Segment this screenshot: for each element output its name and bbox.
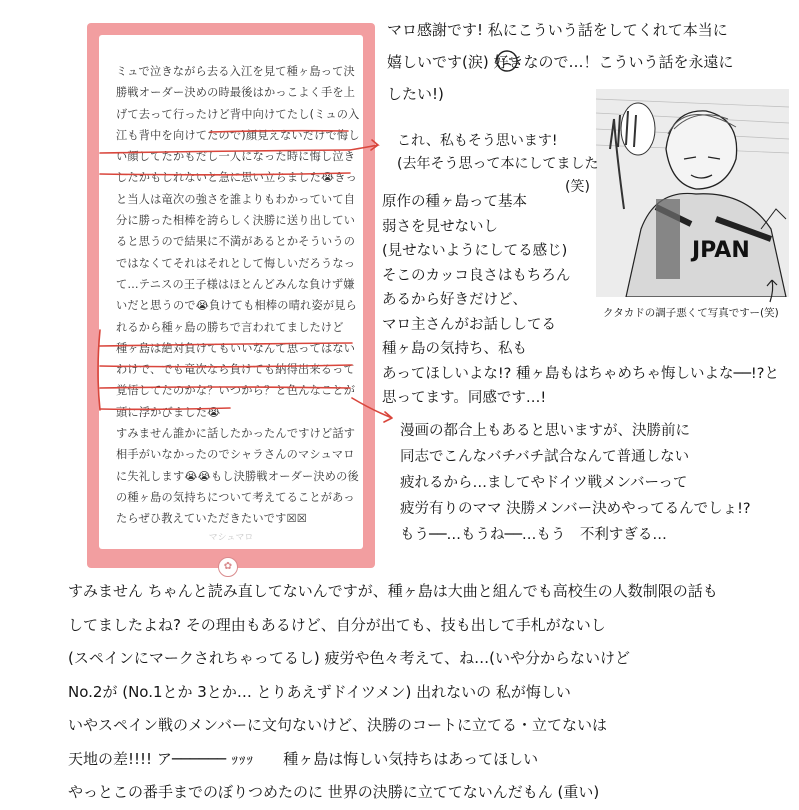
note-line: 思ってます。同感です…! [382,390,547,406]
message-line: 覚悟してたのかな？いつから？と色んなことが [116,384,356,398]
note-bottom-thoughts [68,575,718,810]
note-line: (スペインにマークされちゃってるし) 疲労や色々考えて、ね…(いや分からないけど [68,649,631,667]
message-line: すみません誰かに話したかったんですけど話す [116,427,356,441]
message-line: れるから種ヶ島の勝ちで言われてましたけど [116,320,344,334]
note-line: 弱さを見せないし [382,218,498,235]
note-line: いやスペイン戦のメンバーに文句ないけど、決勝のコートに立てる・立てないは [68,716,607,734]
message-line: したかもしれないと急に思い立ちました😭きっ [116,171,358,185]
message-line: 相手がいなかったのでシャラさんのマシュマロ [116,448,355,462]
message-line: 頭に浮かびました😭 [116,405,221,419]
shirt-text: JPAN [692,238,750,263]
message-line: 分に勝った相棒を誇らしく決勝に送り出してい [116,214,356,228]
manga-caption: クタカドの調子悪くて写真ですー(笑) [603,307,779,319]
note-line: したい!) [387,85,444,103]
note-line: 天地の差!!!! ア────── ｯｯｯ 種ヶ島は悔しい気持ちはあってほしい [68,749,539,768]
note-line: (去年そう思って本にしてました [397,156,599,172]
message-line: い顔してたかもだし一人になった時に悔し泣き [116,150,356,164]
message-line: 勝戦オーダー決めの時最後はかっこよく手を上 [116,86,356,100]
note-line: してましたよね? その理由もあるけど、自分が出ても、技も出して手札がないし [68,615,606,634]
message-line: に失礼します😭😭もし決勝戦オーダー決めの後 [116,469,359,483]
note-line: 原作の種ヶ島って基本 [382,194,527,210]
message-line: げて去って行ったけど背中向けてたし(ミュの入 [116,107,360,121]
note-line: 嬉しいです(涙) 好きなので…！こういう話を永遠に [387,53,734,71]
message-line: 江も背中を向けてたので)顔見えないだけで悔し [116,128,360,142]
note-line: もう──…もうね──…もう 不利すぎる… [400,527,667,543]
marshmallow-brand: マシュマロ [208,533,254,543]
note-line: すみません ちゃんと読み直してないんですが、種ヶ島は大曲と組んでも高校生の人数制限の話も [68,582,718,600]
note-line: あってほしいよな!? 種ヶ島もはちゃめちゃ悔しいよな──!?と [382,365,779,382]
note-line: 種ヶ島の気持ち、私も [382,341,527,357]
note-line: これ、私もそう思います! [397,133,558,149]
marshmallow-card-body [99,35,363,549]
note-manga-circumstances [400,418,751,548]
note-character-feelings [382,190,779,411]
marshmallow-logo-icon: ✿ [218,557,238,577]
note-line: (見せないようにしてる感じ) [382,243,568,259]
message-line: わけで、でも竜次なら負けても納得出来るって [116,363,355,377]
message-line: ると思うので結果に不満があるとかそういうの [116,235,356,249]
note-line: マロ感謝です! 私にこういう話をしてくれて本当に [387,21,728,39]
message-line: て…テニスの王子様はほとんどみんな負けず嫌 [116,277,355,291]
note-line: 漫画の都合上もあると思いますが、決勝前に [400,423,690,439]
message-line: たらぜひ教えていただきたいです☒☒ [116,512,307,526]
message-line: ミュで泣きながら去る入江を見て種ヶ島って決 [116,65,355,78]
note-line: あるから好きだけど、 [382,292,527,308]
note-line: 疲れるから…ましてやドイツ戦メンバーって [400,475,688,491]
note-agree [397,130,598,199]
message-line: と当人は竜次の強さを誰よりもわかっていて自 [116,192,356,206]
note-line: 同志でこんなバチバチ試合なんて普通しない [400,449,690,465]
marshmallow-card [87,23,375,572]
message-line: いだと思うので😭負けても相棒の晴れ姿が見ら [116,299,358,313]
note-line: そこのカッコ良さはもちろん [382,267,571,284]
note-line: やっとこの番手までのぼりつめたのに 世界の決勝に立ててないんだもん (重い) [68,783,600,801]
message-line: ではなくてそれはそれとして悔しいだろうなっ [116,256,356,270]
note-line: (笑) [397,179,590,195]
note-line: No.2が (No.1とか 3とか… とりあえずドイツメン) 出れないの 私が悔しい [68,682,571,701]
note-line: マロ主さんがお話ししてる [382,316,556,333]
message-line: の種ヶ島の気持ちについて考えてることがあっ [116,490,355,504]
note-line: 疲労有りのママ 決勝メンバー決めやってるんでしょ!? [400,501,751,517]
message-line: 種ヶ島は絶対負けてもいいなんて思ってはない [116,341,356,355]
marshmallow-message [116,61,358,530]
